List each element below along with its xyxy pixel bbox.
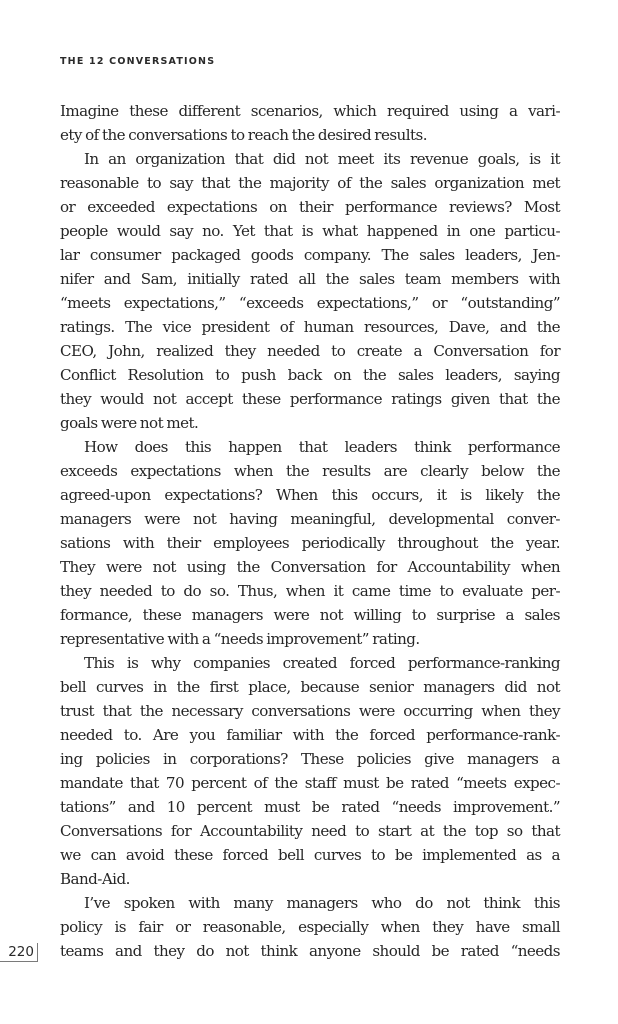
text-line: ety of the conversations to reach the desired results.	[60, 126, 427, 144]
text-line: This is why companies created forced performance-ranking	[84, 654, 560, 672]
text-line: exceeds expectations when the results are clearly below the	[60, 462, 560, 480]
text-line: Imagine these different scenarios, which required using a vari-	[60, 102, 560, 120]
text-line: nifer and Sam, initially rated all the sales team members with	[60, 270, 560, 288]
text-line: CEO, John, realized they needed to create a Conversation for	[60, 342, 560, 360]
text-line: ratings. The vice president of human resources, Dave, and the	[60, 318, 560, 336]
text-line: I’ve spoken with many managers who do not think this	[84, 894, 560, 912]
running-head: THE 12 CONVERSATIONS	[60, 56, 216, 67]
page-number: 220	[0, 943, 38, 962]
text-line: needed to. Are you familiar with the forced performance-rank-	[60, 726, 560, 744]
text-line: formance, these managers were not willing to surprise a sales	[60, 606, 560, 624]
text-line: In an organization that did not meet its revenue goals, is it	[84, 150, 560, 168]
text-line: Conflict Resolution to push back on the sales leaders, saying	[60, 366, 560, 384]
text-line: bell curves in the first place, because senior managers did not	[60, 678, 560, 696]
text-line: or exceeded expectations on their performance reviews? Most	[60, 198, 560, 216]
text-line: people would say no. Yet that is what happened in one particu-	[60, 222, 560, 240]
text-line: Conversations for Accountability need to start at the top so that	[60, 822, 560, 840]
text-line: trust that the necessary conversations were occurring when they	[60, 702, 560, 720]
text-line: Band-Aid.	[60, 870, 130, 888]
text-line: ing policies in corporations? These policies give managers a	[60, 750, 560, 768]
text-line: they would not accept these performance ratings given that the	[60, 390, 560, 408]
text-line: mandate that 70 percent of the staff must be rated “meets expec-	[60, 774, 560, 792]
body-text	[60, 99, 560, 963]
text-line: teams and they do not think anyone should be rated “needs	[60, 942, 560, 960]
text-line: How does this happen that leaders think performance	[84, 438, 560, 456]
text-line: they needed to do so. Thus, when it came time to evaluate per-	[60, 582, 560, 600]
text-line: goals were not met.	[60, 414, 199, 432]
text-line: policy is fair or reasonable, especially when they have small	[60, 918, 560, 936]
text-line: agreed-upon expectations? When this occurs, it is likely the	[60, 486, 560, 504]
text-line: representative with a “needs improvement” rating.	[60, 630, 420, 648]
text-line: tations” and 10 percent must be rated “needs improvement.”	[60, 798, 560, 816]
text-line: managers were not having meaningful, developmental conver-	[60, 510, 560, 528]
text-line: lar consumer packaged goods company. The sales leaders, Jen-	[60, 246, 560, 264]
text-line: They were not using the Conversation for Accountability when	[60, 558, 560, 576]
text-line: sations with their employees periodically throughout the year.	[60, 534, 560, 552]
text-line: reasonable to say that the majority of the sales organization met	[60, 174, 560, 192]
text-line: “meets expectations,” “exceeds expectations,” or “outstanding”	[60, 294, 560, 312]
text-line: we can avoid these forced bell curves to be implemented as a	[60, 846, 560, 864]
